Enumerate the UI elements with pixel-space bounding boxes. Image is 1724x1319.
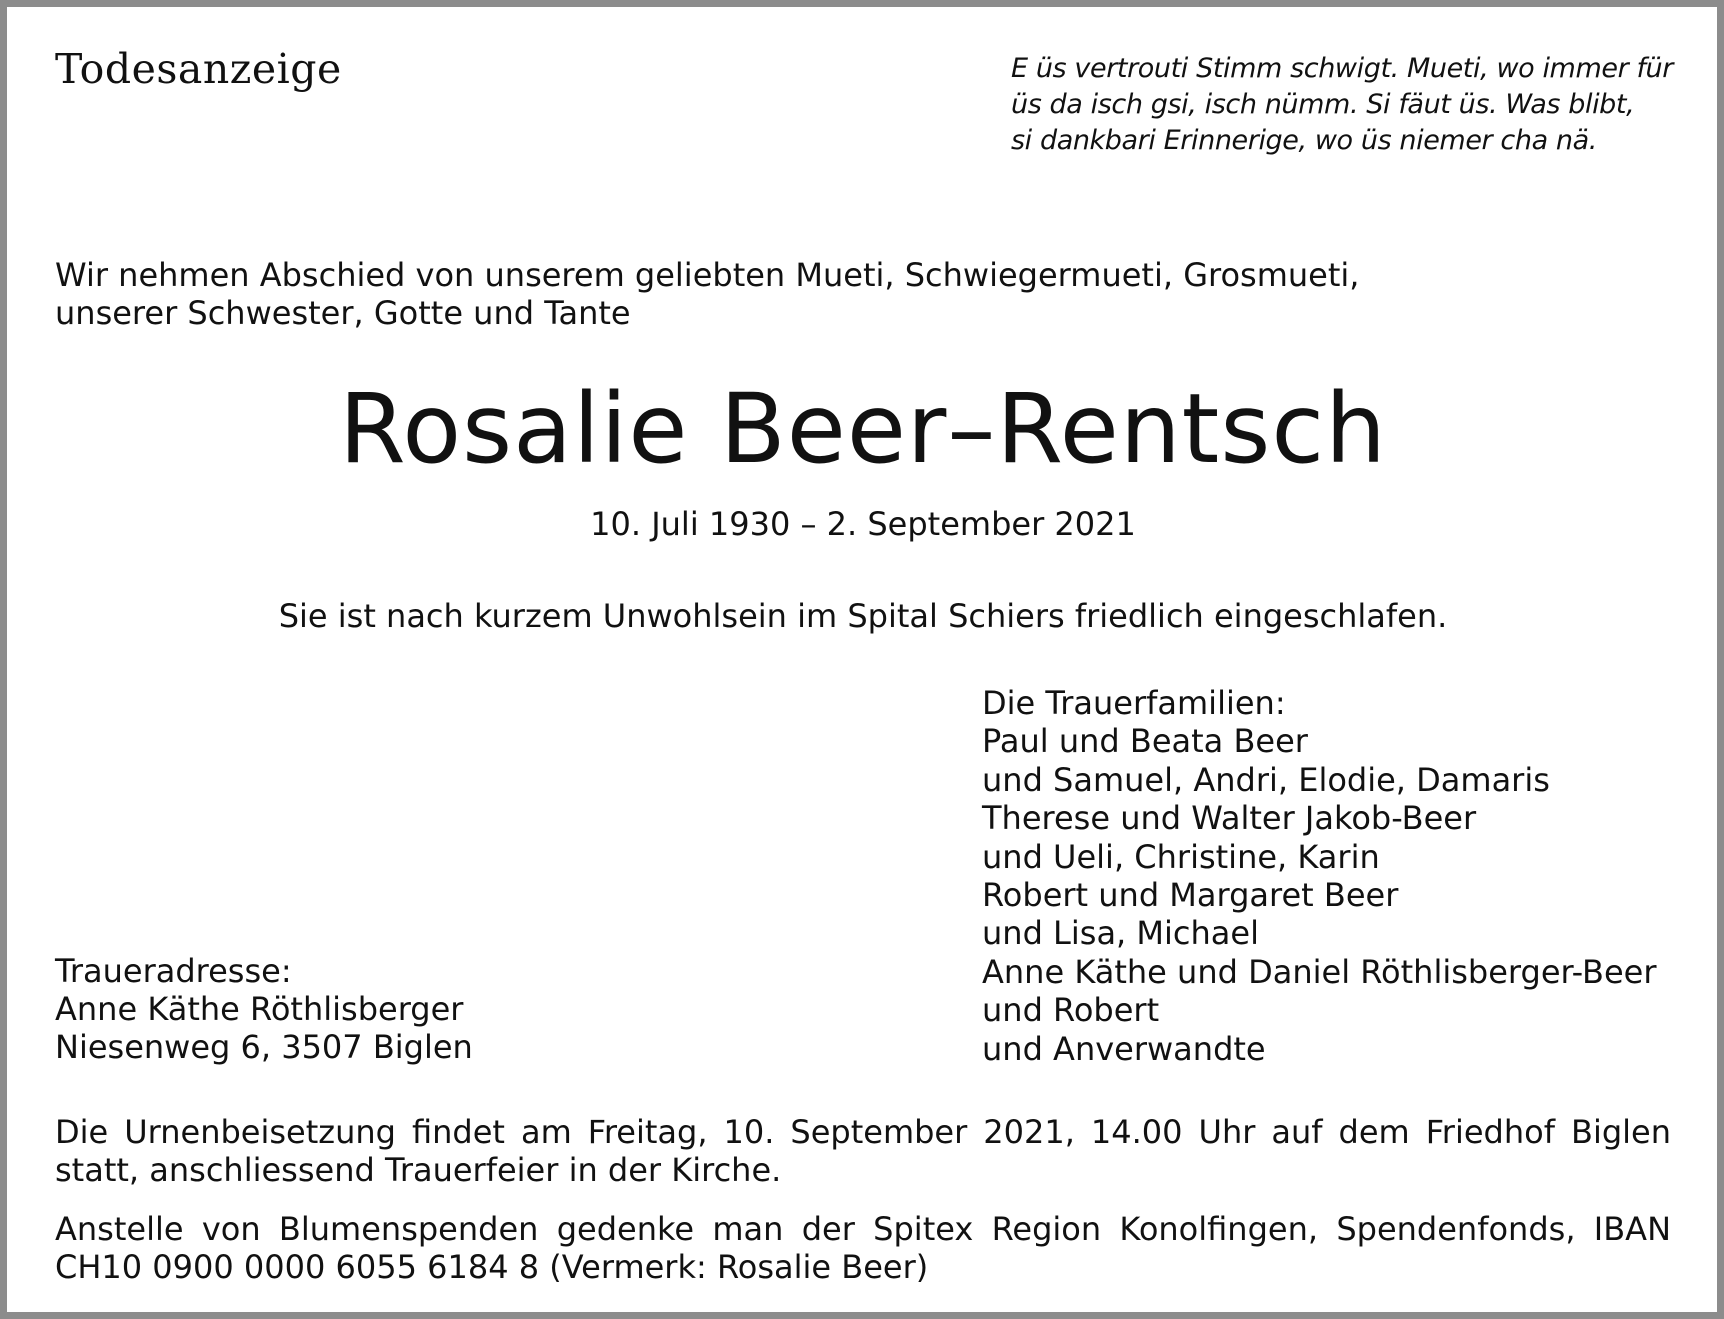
burial-line: Die Urnenbeisetzung findet am Freitag, 10. September 2021, 14.00 Uhr auf dem Friedhof Biglen [55,1113,1671,1151]
motto-quote [1011,51,1673,159]
mourning-address [55,952,473,1066]
family-line: und Anverwandte [982,1029,1266,1068]
farewell-intro [55,256,1359,332]
donation-line: CH10 0900 0000 6055 6184 8 (Vermerk: Rosalie Beer) [55,1248,929,1286]
family-line: Anne Käthe und Daniel Röthlisberger-Beer [982,952,1657,991]
donation-info [55,1210,1671,1286]
family-line: Paul und Beata Beer [982,722,1308,761]
family-line: Die Trauerfamilien: [982,684,1286,722]
address-line: Traueradresse: [55,952,292,990]
family-line: und Robert [982,991,1160,1030]
intro-line: unserer Schwester, Gotte und Tante [55,294,631,332]
burial-line: statt, anschliessend Trauerfeier in der Kirche. [55,1151,782,1189]
donation-line: Anstelle von Blumenspenden gedenke man der Spitex Region Konolfingen, Spendenfonds, IBAN [55,1210,1671,1248]
motto-line: üs da isch gsi, isch nümm. Si fäut üs. Was blibt, [1011,89,1635,120]
deceased-name: Rosalie Beer–Rentsch [339,373,1387,485]
family-line: und Ueli, Christine, Karin [982,837,1380,876]
notice-heading: Todesanzeige [55,45,342,93]
passing-statement: Sie ist nach kurzem Unwohlsein im Spital Schiers friedlich eingeschlafen. [278,597,1448,635]
address-line: Anne Käthe Röthlisberger [55,990,464,1028]
family-line: und Samuel, Andri, Elodie, Damaris [982,760,1550,799]
motto-line: si dankbari Erinnerige, wo üs niemer cha nä. [1011,125,1597,156]
address-line: Niesenweg 6, 3507 Biglen [55,1028,473,1066]
burial-info [55,1113,1671,1189]
family-line: Robert und Margaret Beer [982,876,1399,915]
mourning-families [982,684,1657,1068]
motto-line: E üs vertrouti Stimm schwigt. Mueti, wo immer für [1011,53,1673,84]
family-line: und Lisa, Michael [982,914,1259,953]
family-line: Therese und Walter Jakob-Beer [982,799,1477,838]
life-dates: 10. Juli 1930 – 2. September 2021 [590,505,1136,543]
intro-line: Wir nehmen Abschied von unserem geliebten Mueti, Schwiegermueti, Grosmueti, [55,256,1360,294]
